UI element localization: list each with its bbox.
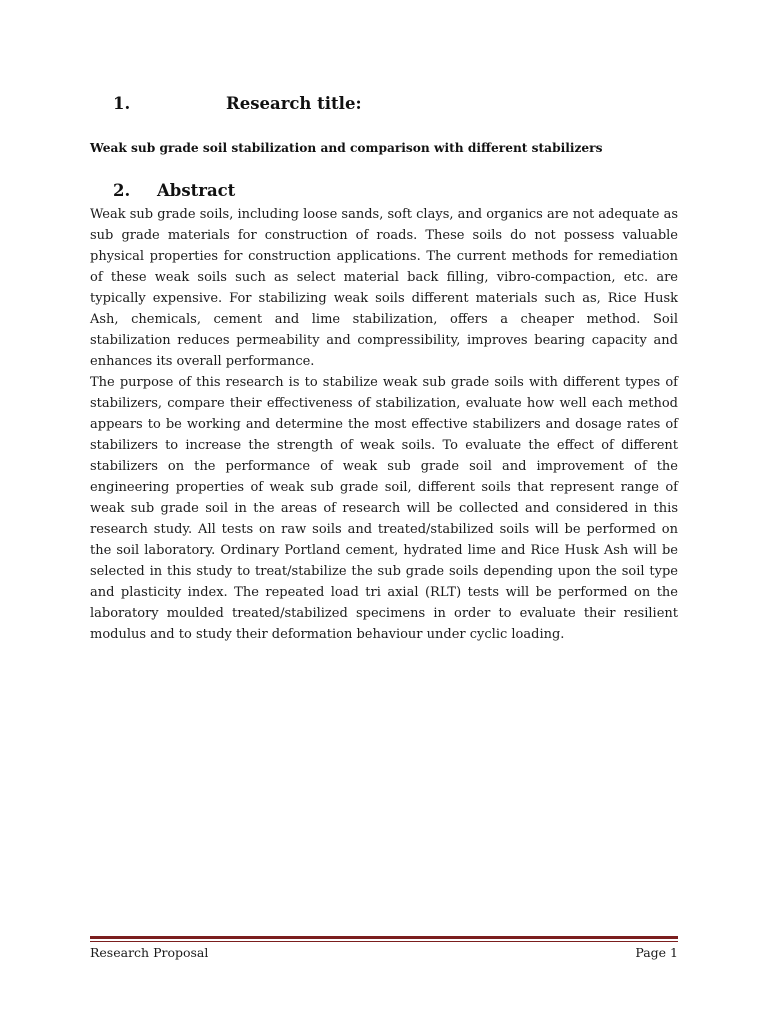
section-heading-abstract <box>113 181 235 201</box>
footer-page-number: Page 1 <box>635 945 678 960</box>
footer-rule-thin <box>90 941 678 942</box>
section-number: 1. <box>113 94 131 113</box>
abstract-paragraph: The purpose of this research is to stabilize weak sub grade soils with different types of stabilizers, compare their effectiveness of stabilization, evaluate how well each method appears to be working and determine the most effective stabilizers and dosage rates of stabilizers to increase the strength of weak soils. To evaluate the effect of different stabilizers on the performance of weak sub grade soil and improvement of the engineering properties of weak sub grade soil, different soils that represent range of weak sub grade soil in the areas of research will be collected and considered in this research study. All tests on raw soils and treated/stabilized soils will be performed on the soil laboratory. Ordinary Portland cement, hydrated lime and Rice Husk Ash will be selected in this study to treat/stabilize the sub grade soils depending upon the soil type and plasticity index. The repeated load tri axial (RLT) tests will be performed on the laboratory moulded treated/stabilized specimens in order to evaluate their resilient modulus and to study their deformation behaviour under cyclic loading. <box>90 375 678 642</box>
research-title-text: Weak sub grade soil stabilization and comparison with different stabilizers <box>90 141 603 155</box>
abstract-body <box>90 204 678 645</box>
footer-document-label: Research Proposal <box>90 945 209 960</box>
section-number: 2. <box>113 181 131 200</box>
footer-rule-thick <box>90 936 678 939</box>
section-heading-research-title <box>113 94 362 114</box>
section-heading-label: Abstract <box>157 181 236 200</box>
abstract-paragraph: Weak sub grade soils, including loose sands, soft clays, and organics are not adequate as sub grade materials for construction of roads. These soils do not possess valuable physical properties for construction applications. The current methods for remediation of these weak soils such as select material back filling, vibro-compaction, etc. are typically expensive. For stabilizing weak soils different materials such as, Rice Husk Ash, chemicals, cement and lime stabilization, offers a cheaper method. Soil stabilization reduces permeability and compressibility, improves bearing capacity and enhances its overall performance. <box>90 207 678 369</box>
section-heading-label: Research title: <box>226 94 362 113</box>
